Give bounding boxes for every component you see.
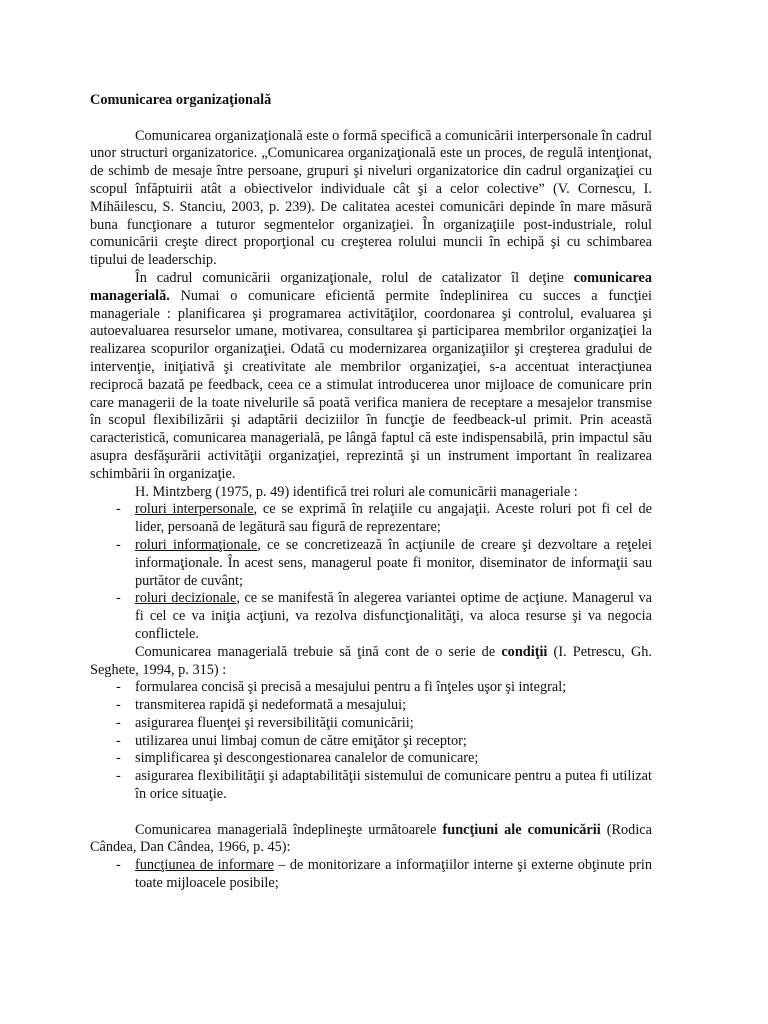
list-item: - asigurarea fluenţei şi reversibilităţii comunicării; xyxy=(90,715,652,733)
role-description: , ce se exprimă în relaţiile cu angajaţii. Aceste roluri pot fi cel de lider, persoană de legătură sau figură de reprezentare; xyxy=(135,501,652,536)
role-term: roluri interpersonale xyxy=(135,501,254,518)
list-item xyxy=(90,857,652,893)
bold-term: condiţii xyxy=(501,643,548,660)
list-item: - formularea concisă şi precisă a mesajului pentru a fi înţeles uşor şi integral; xyxy=(90,679,652,697)
paragraph-conditions-text: Comunicarea managerială trebuie să ţină cont de o serie de xyxy=(135,643,502,660)
document-page xyxy=(90,92,652,893)
function-description: – de monitorizare a informaţiilor interne şi externe obţinute prin toate mijloacele posibile; xyxy=(135,857,652,892)
function-term: funcţiunea de informare xyxy=(135,857,274,874)
paragraph-managerial-text: Numai o comunicare eficientă permite îndeplinirea cu succes a funcţiei manageriale : planificarea şi programarea activităţilor, coordonarea şi controlul, evaluarea şi autoevaluarea resurselor umane, motivarea, consultarea şi participarea membrilor organizaţiei la realizarea scopurilor organizaţiei. Odată cu modernizarea organizaţiilor şi creşterea gradului de intervenţie, iniţiativă şi creativitate ale membrilor organizaţiei, s-a accentuat interacţiunea reciprocă bazată pe feedback, ceea ce a stimulat introducerea unor mijloace de comunicare prin care managerii de la toate nivelurile să poată verifica maniera de receptare a mesajelor transmise în scopul flexibilizării şi adaptării deciziilor în funcţie de feedbeack-ul primit. Prin această caracteristică, comunicarea managerială, pe lângă faptul că este indispensabilă, prin impactul său asupra desfăşurării activităţii organizaţiei, reprezintă şi un instrument important în realizarea schimbării în organizaţie. xyxy=(90,287,652,482)
paragraph-conditions-text: (I. Petrescu, Gh. Seghete, 1994, p. 315) : xyxy=(90,643,653,678)
list-item: - asigurarea flexibilităţii şi adaptabilităţii sistemului de comunicare pentru a putea fi utilizat în orice situaţie. xyxy=(90,768,652,804)
list-item: - utilizarea unui limbaj comun de către emiţător şi receptor; xyxy=(90,733,652,751)
paragraph-functions-text: (Rodica Cândea, Dan Cândea, 1966, p. 45): xyxy=(90,821,652,856)
list-item: - transmiterea rapidă şi nedeformată a mesajului; xyxy=(90,697,652,715)
list-item xyxy=(90,590,652,643)
list-item xyxy=(90,537,652,590)
conditions-list xyxy=(90,679,652,804)
paragraph-mintzberg: H. Mintzberg (1975, p. 49) identifică trei roluri ale comunicării manageriale : xyxy=(135,483,578,500)
role-description: , ce se manifestă în alegerea variantei optime de acţiune. Managerul va fi cel ce va iniţia acţiuni, va rezolva disfuncţionalităţi, va aloca resurse şi va negocia conflictele. xyxy=(135,590,652,642)
role-description: , ce se concretizează în acţiunile de creare şi dezvoltare a reţelei informaţionale. În acest sens, managerul poate fi monitor, diseminator de informaţii sau purtător de cuvânt; xyxy=(135,536,652,589)
functions-list xyxy=(90,857,652,893)
paragraph-functions xyxy=(90,822,652,858)
list-item: - simplificarea şi descongestionarea canalelor de comunicare; xyxy=(90,750,652,768)
role-term: roluri decizionale xyxy=(135,590,237,607)
list-item xyxy=(90,501,652,537)
document-title: Comunicarea organizaţională xyxy=(90,92,272,108)
paragraph-intro: Comunicarea organizaţională este o formă specifică a comunicării interpersonale în cadrul unor structuri organizatorice. „Comunicarea organizaţională este un proces, de regulă intenţionat, de schimb de mesaje între persoane, grupuri şi niveluri organizatorice din cadrul organizaţiei cu scopul înfăptuirii atât a obiectivelor individuale cât şi a celor colective” (V. Cornescu, I. Mihăilescu, S. Stanciu, 2003, p. 239). De calitatea acestei comunicări depinde în mare măsură buna funcţionare a tuturor segmentelor organizaţiei. În organizaţiile post-industriale, rolul comunicării creşte direct proporţional cu creşterea rolului muncii în echipă şi cu schimbarea tipului de leaderschip. xyxy=(90,127,652,269)
paragraph-managerial xyxy=(90,270,652,484)
roles-list xyxy=(90,501,652,643)
bold-term: comunicarea managerială. xyxy=(90,269,652,304)
bold-term: funcţiuni ale comunicării xyxy=(442,821,601,838)
role-term: roluri informaţionale xyxy=(135,536,258,553)
paragraph-conditions xyxy=(90,644,652,680)
paragraph-managerial-text: În cadrul comunicării organizaţionale, rolul de catalizator îl deţine xyxy=(135,269,574,286)
paragraph-functions-text: Comunicarea managerială îndeplineşte următoarele xyxy=(135,821,443,838)
